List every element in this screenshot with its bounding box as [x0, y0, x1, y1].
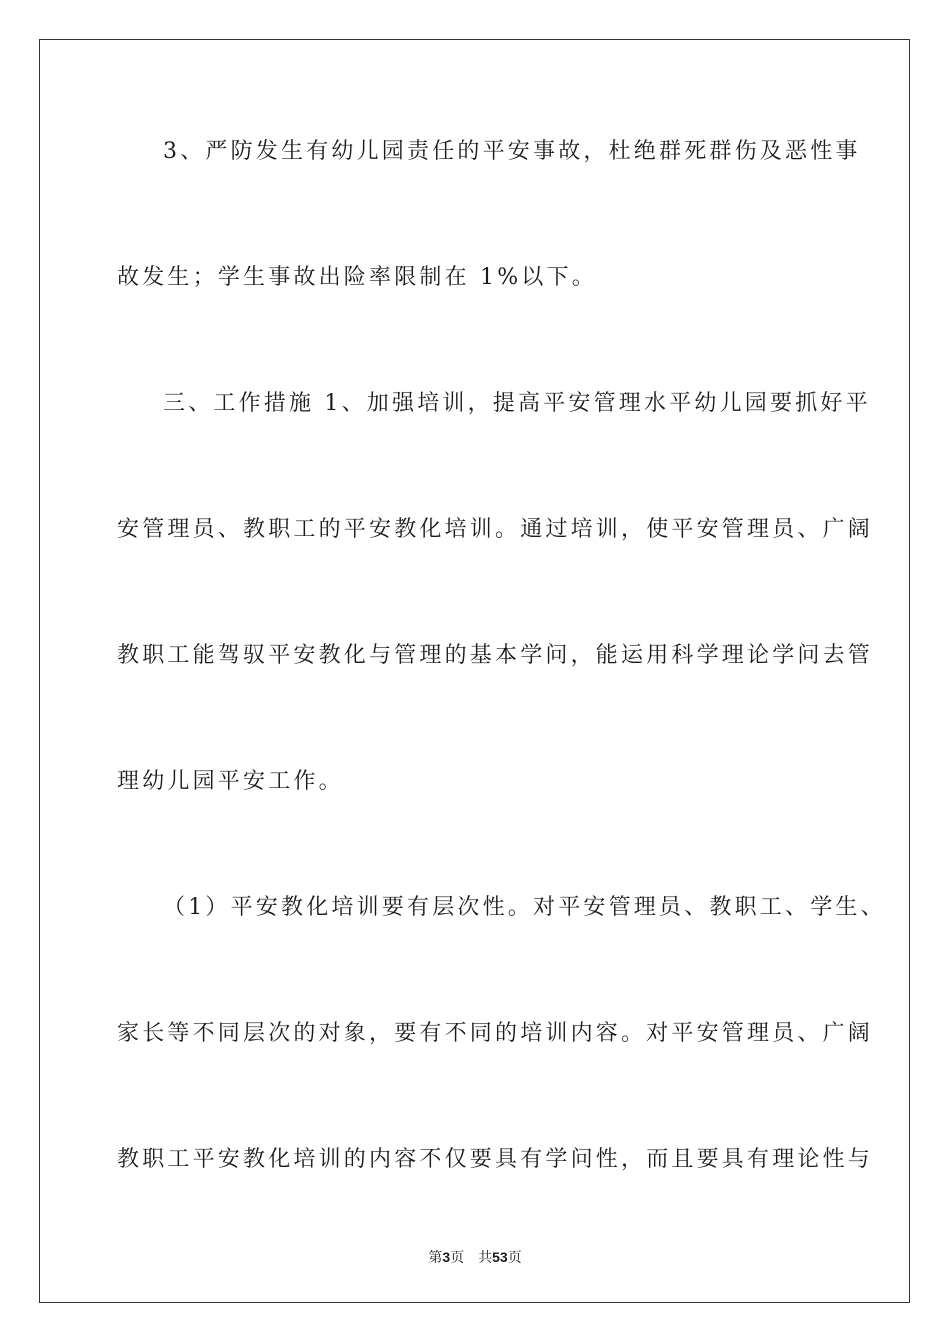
paragraph-line-3: 三、工作措施 1、加强培训，提高平安管理水平幼儿园要抓好平	[163, 391, 871, 416]
page-suffix: 页	[450, 1250, 465, 1266]
total-suffix: 页	[507, 1250, 522, 1266]
paragraph-line-9: 教职工平安教化培训的内容不仅要具有学问性，而且要具有理论性与	[117, 1147, 874, 1172]
page-prefix: 第	[428, 1250, 443, 1266]
total-pages: 53	[492, 1249, 508, 1265]
paragraph-line-6: 理幼儿园平安工作。	[117, 769, 344, 794]
page-number: 3	[442, 1249, 451, 1265]
paragraph-line-1: 3、严防发生有幼儿园责任的平安事故，杜绝群死群伤及恶性事	[163, 139, 861, 164]
paragraph-line-8: 家长等不同层次的对象，要有不同的培训内容。对平安管理员、广阔	[117, 1021, 874, 1046]
total-prefix: 共	[478, 1250, 493, 1266]
paragraph-line-4: 安管理员、教职工的平安教化培训。通过培训，使平安管理员、广阔	[117, 517, 874, 542]
paragraph-line-2: 故发生；学生事故出险率限制在 1%以下。	[117, 265, 597, 290]
page-footer	[0, 1248, 950, 1267]
paragraph-line-5: 教职工能驾驭平安教化与管理的基本学问，能运用科学理论学问去管	[117, 643, 874, 668]
paragraph-line-7: （1）平安教化培训要有层次性。对平安管理员、教职工、学生、	[163, 895, 886, 920]
page-border	[39, 39, 910, 1303]
